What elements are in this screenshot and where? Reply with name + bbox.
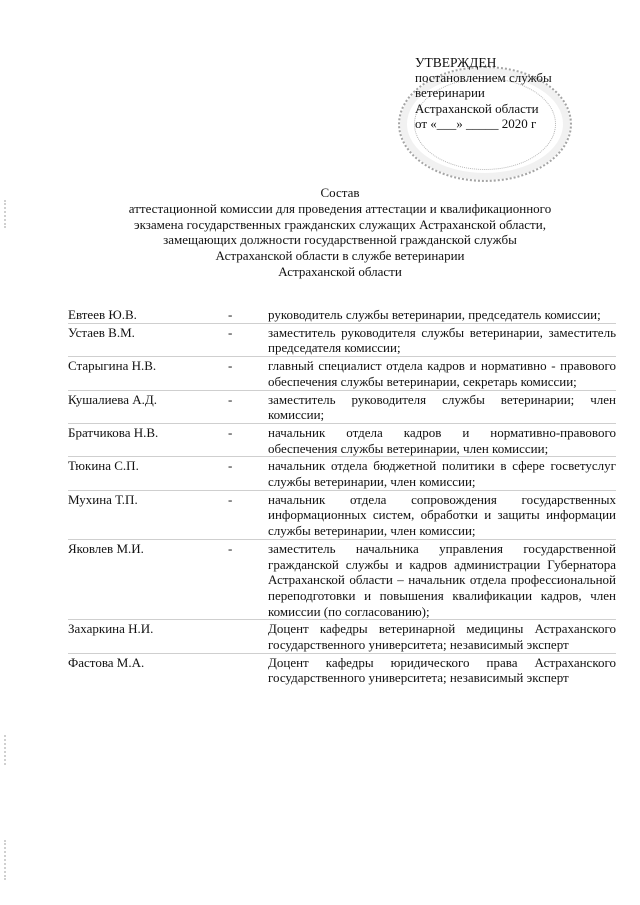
approval-block — [415, 55, 630, 131]
member-dash — [228, 621, 268, 652]
title-line: замещающих должности государственной гражданской службы — [163, 232, 517, 248]
title-line: Астраханской области — [278, 263, 402, 279]
member-dash: - — [228, 424, 233, 440]
title-line: экзамена государственных гражданских служащих Астраханской области, — [134, 216, 546, 232]
title-line: Астраханской области в службе ветеринарии — [215, 248, 465, 264]
member-row — [68, 390, 616, 423]
scan-edge-mark — [4, 735, 8, 765]
member-dash: - — [228, 358, 233, 374]
member-row — [68, 323, 616, 356]
member-role: начальник отдела кадров и нормативно-правового обеспечения службы ветеринарии, член комиссии; — [268, 424, 616, 456]
approval-line: постановлением службы — [415, 70, 552, 86]
member-dash: - — [228, 491, 233, 507]
member-name: Захаркина Н.И. — [68, 621, 154, 637]
member-dash — [228, 655, 268, 686]
scan-edge-mark — [4, 200, 8, 228]
member-row — [68, 356, 616, 389]
approval-line: ветеринарии — [415, 85, 485, 101]
member-row — [68, 456, 616, 489]
title-line: Состав — [320, 185, 360, 200]
member-row — [68, 619, 616, 652]
member-dash: - — [228, 324, 233, 340]
member-role: Доцент кафедры ветеринарной медицины Астраханского государственного университета; независимый эксперт — [268, 621, 616, 653]
approval-line: Астраханской области — [415, 100, 539, 116]
member-row — [68, 653, 616, 686]
member-dash: - — [228, 391, 233, 407]
approval-heading: УТВЕРЖДЕН — [415, 55, 497, 70]
member-name: Тюкина С.П. — [68, 458, 139, 474]
member-row — [68, 306, 616, 323]
member-name: Старыгина Н.В. — [68, 358, 157, 374]
member-row — [68, 490, 616, 539]
member-role: заместитель руководителя службы ветеринарии, заместитель председателя комиссии; — [268, 324, 616, 356]
commission-members-table — [68, 306, 616, 686]
member-role: Доцент кафедры юридического права Астраханского государственного университета; независимый эксперт — [268, 654, 616, 686]
member-row — [68, 539, 616, 620]
member-role: заместитель начальника управления государственной гражданской службы и кадров администрации Губернатора Астраханской области – начальник отдела профессиональной переподготовки и повышения квалификации кадров, член комиссии (по согласованию); — [268, 540, 616, 619]
document-title — [70, 185, 610, 280]
member-name: Мухина Т.П. — [68, 491, 138, 507]
member-role: начальник отдела сопровождения государственных информационных систем, обработки и защиты информации службы ветеринарии, член комиссии; — [268, 491, 616, 539]
member-dash: - — [228, 458, 233, 474]
member-role: заместитель руководителя службы ветеринарии; член комиссии; — [268, 391, 616, 423]
member-role: руководитель службы ветеринарии, председатель комиссии; — [268, 307, 601, 322]
member-role: начальник отдела бюджетной политики в сфере госветуслуг службы ветеринарии, член комиссии; — [268, 458, 616, 490]
member-role: главный специалист отдела кадров и нормативно - правового обеспечения службы ветеринарии, секретарь комиссии; — [268, 358, 616, 389]
member-dash: - — [228, 307, 233, 322]
member-name: Фастова М.А. — [68, 654, 145, 670]
scan-edge-mark — [4, 840, 8, 880]
member-name: Устаев В.М. — [68, 324, 135, 340]
member-dash: - — [228, 540, 233, 556]
member-row — [68, 423, 616, 456]
member-name: Евтеев Ю.В. — [68, 307, 137, 322]
member-name: Яковлев М.И. — [68, 540, 144, 556]
approval-date: от «___» _____ 2020 г — [415, 115, 537, 131]
member-name: Братчикова Н.В. — [68, 424, 159, 440]
title-line: аттестационной комиссии для проведения аттестации и квалификационного — [128, 200, 552, 216]
member-name: Кушалиева А.Д. — [68, 391, 158, 407]
